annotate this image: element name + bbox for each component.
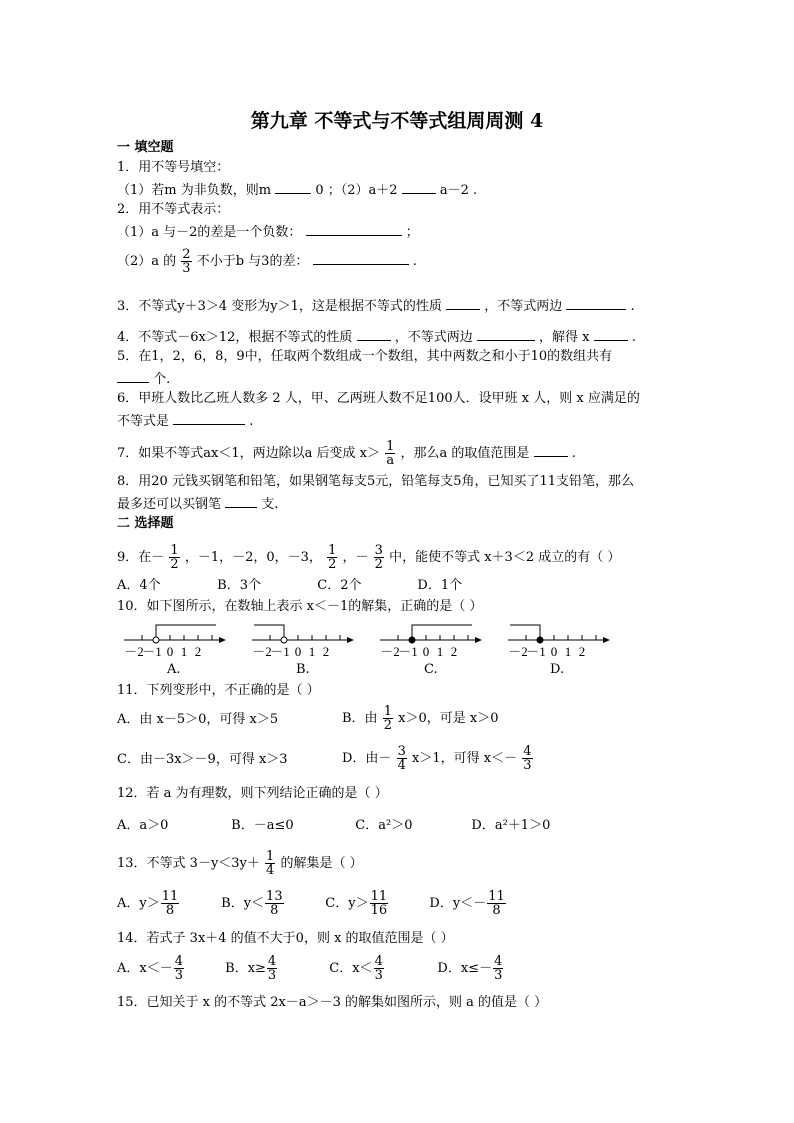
q9-frac-3: $\frac{3}{2}$ xyxy=(374,543,383,572)
q9-line xyxy=(117,544,620,571)
q3-blank-1[interactable] xyxy=(446,297,480,310)
q13-line: 13．不等式 3－y＜3y＋ $\frac{1}{4}$ 的解集是（ ） xyxy=(117,849,363,878)
q4-line xyxy=(117,328,636,346)
q11-option-a[interactable]: A．由 x－5＞0，可得 x＞5 xyxy=(117,712,279,727)
q8-end: 支. xyxy=(261,497,279,512)
nl-a-tick-2: 2 xyxy=(194,644,202,659)
q7-blank[interactable] xyxy=(534,444,568,457)
q3-mid: ，不等式两边 xyxy=(484,299,563,314)
q9-mid: ，－1，－2，0，－3， xyxy=(184,550,322,565)
q12-option-d[interactable]: D．a²＋1＞0 xyxy=(471,818,551,833)
number-line-c[interactable] xyxy=(378,618,488,662)
q12-option-b[interactable]: B．－a≤0 xyxy=(231,818,294,833)
q4-blank-2[interactable] xyxy=(477,328,535,341)
q9-option-d[interactable]: D．1个 xyxy=(417,578,463,593)
q13-fraction: $\frac{1}{4}$ xyxy=(266,849,275,878)
q14-stem: 14．若式子 3x＋4 的值不大于0，则 x 的取值范围是（ ） xyxy=(117,931,454,946)
q1-line xyxy=(117,181,477,199)
nl-b-tick-m1: －1 xyxy=(270,644,290,659)
q8-blank[interactable] xyxy=(225,495,257,508)
q4-end: . xyxy=(631,330,636,345)
q3-blank-2[interactable] xyxy=(566,297,626,310)
q1-sub1: （1）若m 为非负数，则m xyxy=(117,183,272,198)
q2-sub2-end: . xyxy=(412,254,417,269)
nl-d-tick-m1: －1 xyxy=(526,644,546,659)
q9-post: 中，能使不等式 x＋3＜2 成立的有（ ） xyxy=(389,550,621,565)
q2-fraction: $\frac{2}{3}$ xyxy=(182,247,191,276)
q6-line1: 6．甲班人数比乙班人数多 2 人，甲、乙两班人数不足100人．设甲班 x 人，则 x 应满足的 xyxy=(117,391,640,406)
q12-option-c[interactable]: C．a²＞0 xyxy=(355,818,413,833)
q14-option-b[interactable]: B．x≥ $\frac{4}{3}$ xyxy=(225,954,277,983)
q4-mid: ，不等式两边 xyxy=(394,330,473,345)
q2-sub1-line xyxy=(117,223,419,241)
q13-options xyxy=(117,890,507,917)
q10-label-c: C. xyxy=(424,662,438,677)
q7-line xyxy=(117,440,576,467)
q13-option-d[interactable]: D．y＜－ $\frac{11}{8}$ xyxy=(429,889,505,918)
section-choice: 二 选择题 xyxy=(117,516,174,531)
nl-d-tick-0: 0 xyxy=(550,644,558,659)
q2-stem: 2．用不等式表示： xyxy=(117,202,230,217)
q9-pre: 9．在－ xyxy=(117,550,165,565)
q1-sub2-tail: a－2 . xyxy=(439,183,478,198)
q14-option-c[interactable]: C．x＜ $\frac{4}{3}$ xyxy=(329,954,383,983)
section-fill-in: 一 填空题 xyxy=(117,140,174,155)
q1-blank-2[interactable] xyxy=(402,181,436,194)
q12-option-a[interactable]: A．a＞0 xyxy=(117,818,169,833)
q11-b-fraction: $\frac{1}{2}$ xyxy=(383,704,392,733)
q13-option-b[interactable]: B．y＜ $\frac{13}{8}$ xyxy=(221,889,283,918)
nl-d-tick-m2: －2 xyxy=(508,644,528,659)
q12-stem: 12．若 a 为有理数，则下列结论正确的是（ ） xyxy=(117,786,388,801)
q4-blank-3[interactable] xyxy=(594,328,628,341)
q3-end: . xyxy=(630,299,635,314)
nl-b-tick-m2: －2 xyxy=(252,644,272,659)
number-line-b[interactable] xyxy=(250,618,360,662)
nl-c-tick-2: 2 xyxy=(450,644,458,659)
q5-end: 个. xyxy=(153,372,171,387)
page-title: 第九章 不等式与不等式组周周测 4 xyxy=(250,110,544,132)
q9-option-c[interactable]: C．2个 xyxy=(317,578,362,593)
q11-option-c[interactable]: C．由－3x＞－9，可得 x＞3 xyxy=(117,752,288,767)
nl-c-tick-0: 0 xyxy=(422,644,430,659)
q5-blank[interactable] xyxy=(117,370,149,383)
nl-d-tick-1: 1 xyxy=(564,644,572,659)
q13-option-c[interactable]: C．y＞ $\frac{11}{16}$ xyxy=(325,889,388,918)
nl-b-tick-1: 1 xyxy=(308,644,316,659)
q9-options xyxy=(117,578,462,594)
q9-option-a[interactable]: A．4个 xyxy=(117,578,161,593)
q9-option-b[interactable]: B．3个 xyxy=(217,578,261,593)
nl-c-tick-m1: －1 xyxy=(398,644,418,659)
q5-line1: 5．在1，2，6，8，9中，任取两个数组成一个数组，其中两数之和小于10的数组共有 xyxy=(117,349,613,364)
nl-d-tick-2: 2 xyxy=(578,644,586,659)
q13-option-a[interactable]: A．y＞ $\frac{11}{8}$ xyxy=(117,889,179,918)
nl-a-tick-m2: －2 xyxy=(124,644,144,659)
q9-mid2: ，－ xyxy=(342,550,369,565)
q11-stem: 11．下列变形中，不正确的是（ ） xyxy=(117,683,320,698)
q9-frac-1: $\frac{1}{2}$ xyxy=(170,543,179,572)
q5-line2 xyxy=(117,370,170,388)
nl-a-tick-1: 1 xyxy=(180,644,188,659)
number-line-a[interactable] xyxy=(122,618,232,662)
q2-sub2-post: 不小于b 与3的差： xyxy=(196,254,309,269)
q2-blank-2[interactable] xyxy=(313,252,409,265)
q9-frac-2: $\frac{1}{2}$ xyxy=(328,543,337,572)
q1-sub1-tail: 0 ；（2）a＋2 xyxy=(315,183,398,198)
q7-post: ，那么a 的取值范围是 xyxy=(400,446,530,461)
q2-sub2-line xyxy=(117,248,417,275)
q10-stem: 10．如下图所示，在数轴上表示 x＜－1的解集，正确的是（ ） xyxy=(117,599,483,614)
q11-d-fraction-2: $\frac{4}{3}$ xyxy=(523,744,532,773)
q11-option-d[interactable]: D．由－ $\frac{3}{4}$ x＞1，可得 x＜－ $\frac{4}{3}$ xyxy=(342,744,532,773)
q4-blank-1[interactable] xyxy=(357,328,391,341)
q12-options xyxy=(117,818,550,834)
q2-sub2-pre: （2）a 的 xyxy=(117,254,177,269)
q6-blank[interactable] xyxy=(173,412,245,425)
q1-blank-1[interactable] xyxy=(275,181,311,194)
q4-text: 4．不等式－6x＞12，根据不等式的性质 xyxy=(117,330,353,345)
nl-b-tick-2: 2 xyxy=(322,644,330,659)
q7-pre: 7．如果不等式ax＜1，两边除以a 后变成 x＞ xyxy=(117,446,380,461)
q6-end: . xyxy=(249,414,254,429)
q11-d-fraction-1: $\frac{3}{4}$ xyxy=(397,744,406,773)
q10-label-a: A. xyxy=(167,662,181,677)
q6-pre: 不等式是 xyxy=(117,414,170,429)
q14-options xyxy=(117,955,504,982)
q8-line1: 8．用20 元钱买钢笔和铅笔，如果钢笔每支5元，铅笔每支5角，已知买了11支铅笔，那么 xyxy=(117,474,635,489)
q8-line2 xyxy=(117,495,278,513)
q3-line xyxy=(117,297,635,315)
nl-a-tick-m1: －1 xyxy=(142,644,162,659)
q1-stem: 1．用不等号填空： xyxy=(117,160,230,175)
q2-sub1-end: ； xyxy=(405,225,419,240)
nl-b-tick-0: 0 xyxy=(294,644,302,659)
nl-c-tick-1: 1 xyxy=(436,644,444,659)
q11-option-b[interactable]: B．由 $\frac{1}{2}$ x＞0，可是 x＞0 xyxy=(342,704,499,733)
nl-a-tick-0: 0 xyxy=(166,644,174,659)
q15-stem: 15．已知关于 x 的不等式 2x－a＞－3 的解集如图所示，则 a 的值是（ ） xyxy=(117,995,548,1010)
q3-text: 3．不等式y＋3＞4 变形为y＞1，这是根据不等式的性质 xyxy=(117,299,442,314)
q7-end: . xyxy=(571,446,576,461)
q10-label-d: D. xyxy=(550,662,565,677)
nl-c-tick-m2: －2 xyxy=(380,644,400,659)
q4-mid2: ，解得 x xyxy=(539,330,590,345)
q14-option-d[interactable]: D．x≤－ $\frac{4}{3}$ xyxy=(437,954,503,983)
number-line-d[interactable] xyxy=(506,618,616,662)
q2-sub1: （1）a 与－2的差是一个负数： xyxy=(117,225,302,240)
q10-label-b: B. xyxy=(296,662,310,677)
q8-pre: 最多还可以买钢笔 xyxy=(117,497,222,512)
q14-option-a[interactable]: A．x＜－ $\frac{4}{3}$ xyxy=(117,954,184,983)
q6-line2 xyxy=(117,412,253,430)
q2-blank-1[interactable] xyxy=(306,223,402,236)
q7-fraction: $\frac{1}{a}$ xyxy=(386,439,395,468)
